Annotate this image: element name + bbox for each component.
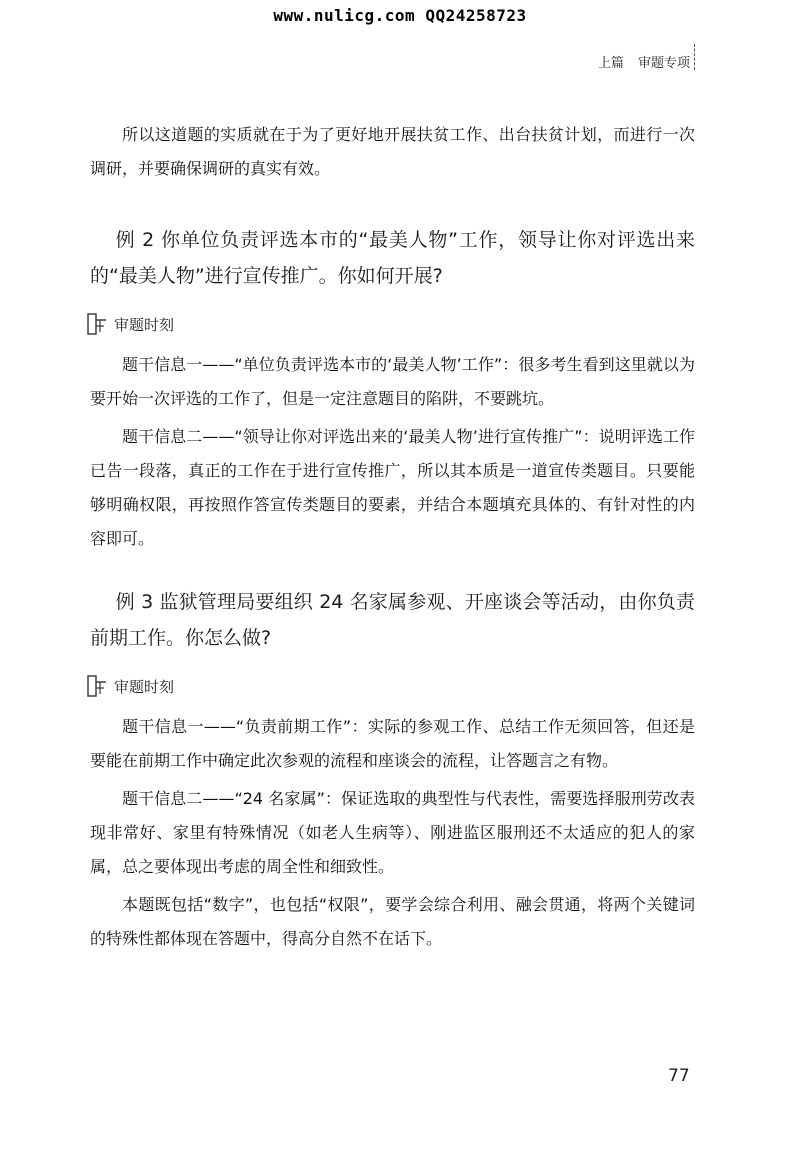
example-2-question: 例 2 你单位负责评选本市的“最美人物”工作，领导让你对评选出来的“最美人物”进行宣传推广。你如何开展? xyxy=(90,229,695,287)
running-header-part: 上篇 xyxy=(597,56,624,71)
example-2-analysis xyxy=(90,348,695,556)
watermark: www.nulicg.com QQ24258723 xyxy=(273,6,527,25)
example-3-paragraph-2: 题干信息二——“24 名家属”：保证选取的典型性与代表性，需要选择服刑劳改表现非常好、家里有特殊情况（如老人生病等）、刚进监区服刑还不太适应的犯人的家属，总之要体现出考虑的周全性和细致性。 xyxy=(90,789,695,876)
running-header-section: 审题专项 xyxy=(637,56,690,71)
review-pen-icon xyxy=(86,674,108,698)
running-header xyxy=(598,52,690,71)
intro-block xyxy=(90,118,695,186)
example-3-question-block xyxy=(90,584,695,656)
example-3-question: 例 3 监狱管理局要组织 24 名家属参观、开座谈会等活动，由你负责前期工作。你怎么做? xyxy=(90,591,695,649)
example-2-section-title: 审题时刻 xyxy=(114,315,175,334)
example-3-section-head xyxy=(86,674,691,698)
example-3-section-title: 审题时刻 xyxy=(114,677,175,696)
example-2-paragraph-2: 题干信息二——“领导让你对评选出来的‘最美人物’进行宣传推广”：说明评选工作已告一段落，真正的工作在于进行宣传推广，所以其本质是一道宣传类题目。只要能够明确权限，再按照作答宣传类题目的要素，并结合本题填充具体的、有针对性的内容即可。 xyxy=(90,427,695,548)
example-3-paragraph-1: 题干信息一——“负责前期工作”：实际的参观工作、总结工作无须回答，但还是要能在前期工作中确定此次参观的流程和座谈会的流程，让答题言之有物。 xyxy=(90,717,695,770)
review-pen-icon xyxy=(86,312,108,336)
example-2-question-block xyxy=(90,222,695,294)
example-2-section-head xyxy=(86,312,691,336)
example-3-analysis xyxy=(90,710,695,956)
page-number: 77 xyxy=(668,1066,690,1086)
example-2-paragraph-1: 题干信息一——“单位负责评选本市的‘最美人物’工作”：很多考生看到这里就以为要开始一次评选的工作了，但是一定注意题目的陷阱，不要跳坑。 xyxy=(90,355,695,408)
header-divider xyxy=(694,44,696,70)
example-3-paragraph-3: 本题既包括“数字”，也包括“权限”，要学会综合利用、融会贯通，将两个关键词的特殊性都体现在答题中，得高分自然不在话下。 xyxy=(90,895,695,948)
intro-paragraph: 所以这道题的实质就在于为了更好地开展扶贫工作、出台扶贫计划，而进行一次调研，并要确保调研的真实有效。 xyxy=(90,125,695,178)
